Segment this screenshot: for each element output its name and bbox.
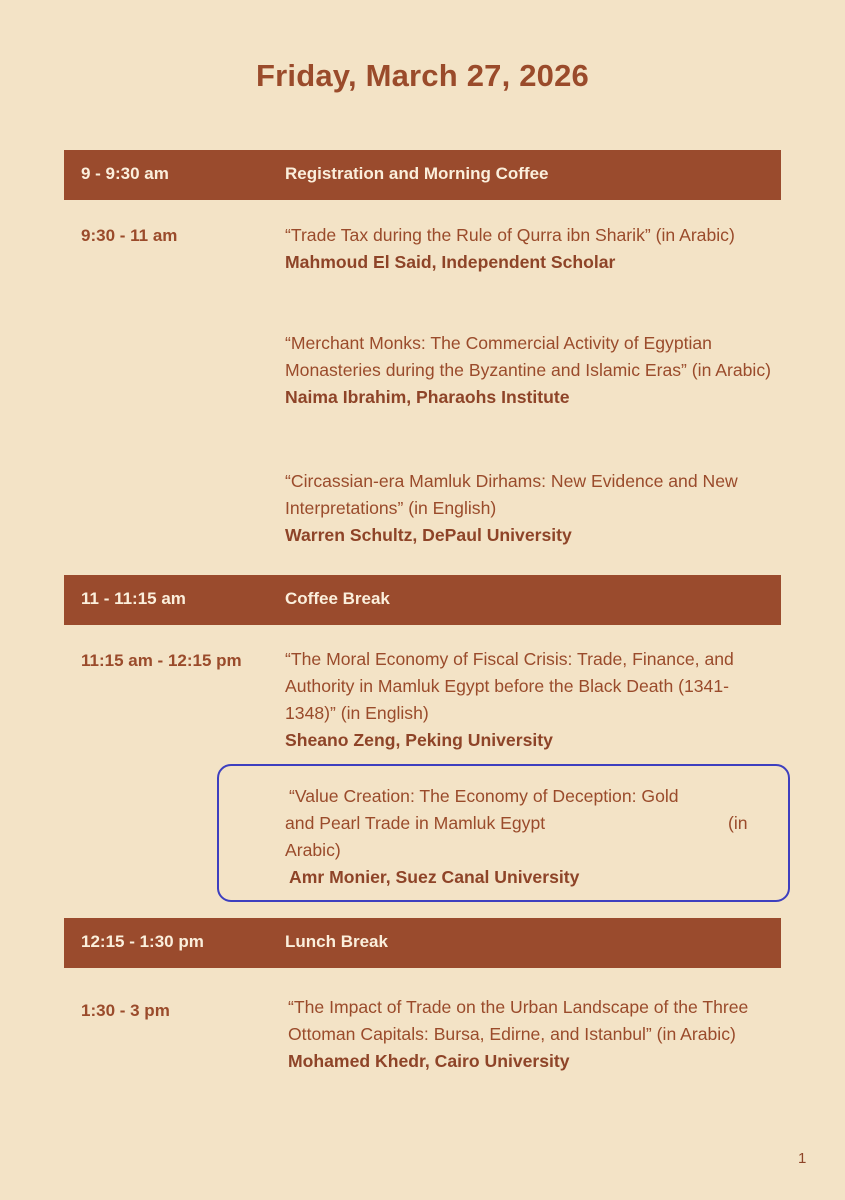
talk-title-fragment: and Pearl Trade in Mamluk Egypt xyxy=(285,813,546,833)
talk-title: “Circassian-era Mamluk Dirhams: New Evidence and New Interpretations” (in English) xyxy=(285,471,738,518)
page-number: 1 xyxy=(798,1150,807,1167)
talk-speaker: Warren Schultz, DePaul University xyxy=(285,525,572,545)
talk-entry xyxy=(285,222,775,276)
session-time: 9:30 - 11 am xyxy=(81,226,178,245)
schedule-break-bar xyxy=(64,918,781,968)
session-time: 1:30 - 3 pm xyxy=(81,1001,170,1020)
talk-title-line: “Value Creation: The Economy of Deception: Gold xyxy=(289,786,679,806)
talk-entry xyxy=(285,330,775,411)
talk-entry-highlighted xyxy=(285,783,775,891)
page-title: Friday, March 27, 2026 xyxy=(256,58,589,93)
break-time: 9 - 9:30 am xyxy=(81,164,169,183)
break-label: Lunch Break xyxy=(285,932,388,951)
talk-title-line xyxy=(285,810,775,837)
session-time: 11:15 am - 12:15 pm xyxy=(81,651,242,670)
break-label: Registration and Morning Coffee xyxy=(285,164,549,183)
talk-title-fragment: (in xyxy=(728,813,748,833)
talk-speaker: Sheano Zeng, Peking University xyxy=(285,730,553,750)
schedule-break-bar xyxy=(64,575,781,625)
schedule-break-bar xyxy=(64,150,781,200)
talk-title: “Merchant Monks: The Commercial Activity of Egyptian Monasteries during the Byzantine and Islamic Eras” (in Arabic) xyxy=(285,333,772,380)
break-time: 11 - 11:15 am xyxy=(81,589,186,608)
talk-entry xyxy=(288,994,778,1075)
break-time: 12:15 - 1:30 pm xyxy=(81,932,204,951)
talk-title: “The Moral Economy of Fiscal Crisis: Trade, Finance, and Authority in Mamluk Egypt before the Black Death (1341-1348)” (in English) xyxy=(285,649,734,723)
talk-speaker: Mohamed Khedr, Cairo University xyxy=(288,1051,570,1071)
talk-speaker: Amr Monier, Suez Canal University xyxy=(289,867,580,887)
talk-entry xyxy=(285,468,775,549)
talk-title: “Trade Tax during the Rule of Qurra ibn Sharik” (in Arabic) xyxy=(285,225,735,245)
talk-entry xyxy=(285,646,775,754)
talk-speaker: Naima Ibrahim, Pharaohs Institute xyxy=(285,387,570,407)
talk-speaker: Mahmoud El Said, Independent Scholar xyxy=(285,252,616,272)
talk-title: “The Impact of Trade on the Urban Landscape of the Three Ottoman Capitals: Bursa, Edirne, and Istanbul” (in Arabic) xyxy=(288,997,749,1044)
talk-title-line: Arabic) xyxy=(285,840,341,860)
break-label: Coffee Break xyxy=(285,589,390,608)
